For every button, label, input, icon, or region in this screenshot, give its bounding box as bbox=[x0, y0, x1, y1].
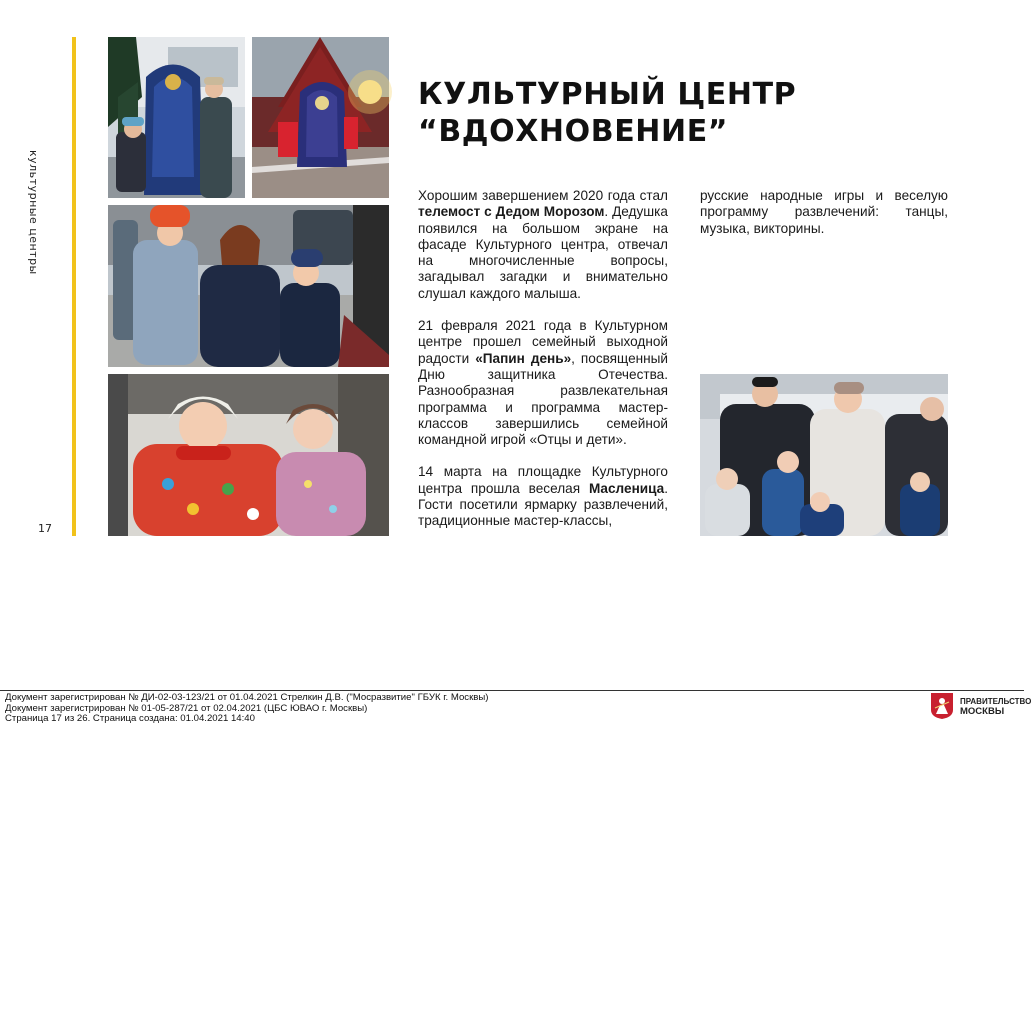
accent-bar bbox=[72, 37, 76, 536]
photo-maslenitsa-family-group bbox=[700, 374, 948, 536]
registration-line-2: Документ зарегистрирован № 01-05-287/21 от 02.04.2021 (ЦБС ЮВАО г. Москвы) bbox=[5, 702, 368, 714]
photo-new-year-tree-decoration bbox=[252, 37, 389, 198]
section-label: культурные центры bbox=[27, 150, 40, 275]
registration-footer bbox=[5, 693, 488, 725]
government-logo-text: ПРАВИТЕЛЬСТВО МОСКВЫ bbox=[960, 697, 1031, 717]
photo-new-year-decoration-family bbox=[108, 37, 245, 198]
photo-family-outdoor-winter bbox=[108, 205, 389, 367]
paragraph-telemost: Хорошим завершением 2020 года стал телемост с Дедом Морозом. Дедушка появился на большом экране на фасаде Культурного центра, отвечал на многочисленные вопросы, загадывал загадки и внимательно слушал каждого малыша. bbox=[418, 188, 668, 301]
registration-line-1: Документ зарегистрирован № ДИ-02-03-123/21 от 01.04.2021 Стрелкин Д.В. ("Мосразвитие" ГБУК г. Москвы) bbox=[5, 692, 489, 703]
article-column-left bbox=[418, 188, 668, 546]
page-title: КУЛЬТУРНЫЙ ЦЕНТР “ВДОХНОВЕНИЕ” bbox=[418, 77, 797, 149]
footer-divider bbox=[0, 690, 1024, 691]
registration-line-3: Страница 17 из 26. Страница создана: 01.04.2021 14:40 bbox=[5, 713, 255, 724]
photo-children-looking-up bbox=[108, 374, 389, 536]
paragraph-maslenitsa: 14 марта на площадке Культурного центра прошла веселая Масленица. Гости посетили ярмарку развлечений, традиционные мастер-классы, bbox=[418, 464, 668, 529]
paragraph-papin-den: 21 февраля 2021 года в Культурном центре прошел семейный выходной радости «Папин день», посвященный Дню защитника Отечества. Разнообразная развлекательная программа и программа мастер-классов завершились семейной командной игрой «Отцы и дети». bbox=[418, 318, 669, 448]
page-number: 17 bbox=[38, 522, 52, 535]
paragraph-maslenitsa-continued: русские народные игры и веселую программу развлечений: танцы, музыка, викторины. bbox=[700, 188, 948, 236]
article-column-right bbox=[700, 188, 948, 253]
moscow-coat-of-arms-icon bbox=[930, 692, 954, 720]
